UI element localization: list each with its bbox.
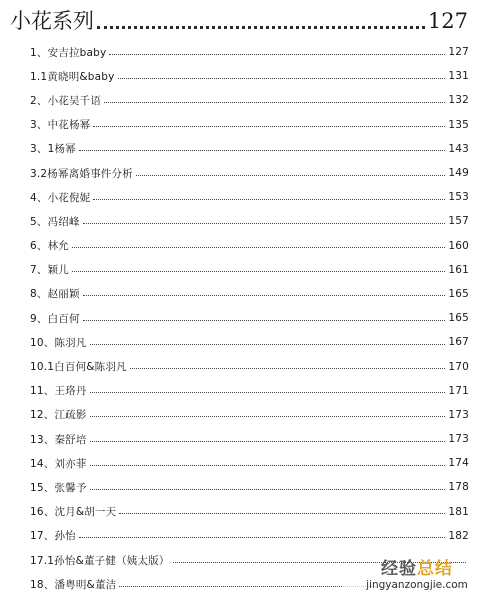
title-leader-dots — [97, 26, 425, 29]
toc-leader-dots — [90, 489, 446, 490]
toc-entry[interactable] — [30, 524, 469, 548]
toc-entry-label: 4、小花倪妮 — [30, 191, 91, 204]
toc-entry-label: 2、小花吴千语 — [30, 94, 102, 107]
toc-entry[interactable] — [30, 451, 469, 475]
toc-entry-page-number: 178 — [448, 481, 469, 494]
toc-entry-page-number: 170 — [448, 360, 469, 373]
toc-entry-page-number: 135 — [448, 118, 469, 131]
toc-entry-label: 5、冯绍峰 — [30, 215, 80, 228]
toc-leader-dots — [90, 465, 446, 466]
toc-leader-dots — [79, 537, 445, 538]
toc-entry[interactable] — [30, 427, 469, 451]
toc-leader-dots — [83, 295, 446, 296]
toc-entry-label: 3、中花杨幂 — [30, 119, 91, 132]
toc-entry[interactable] — [30, 40, 469, 64]
toc-entry[interactable] — [30, 185, 469, 209]
toc-leader-dots — [72, 271, 445, 272]
watermark-text-part2: 总结 — [417, 559, 453, 579]
toc-entry[interactable] — [30, 379, 469, 403]
toc-entry-label: 10、陈羽凡 — [30, 336, 87, 349]
toc-entry-page-number: 165 — [448, 287, 469, 300]
watermark-logo — [342, 559, 492, 592]
toc-entry-page-number: 131 — [448, 70, 469, 83]
toc-entry[interactable] — [30, 354, 469, 378]
toc-entry-label: 3、1杨幂 — [30, 143, 76, 156]
toc-entry[interactable] — [30, 234, 469, 258]
toc-entry-page-number: 127 — [448, 46, 469, 59]
toc-entry-label: 11、王珞丹 — [30, 385, 87, 398]
toc-entry-label: 7、颖儿 — [30, 264, 69, 277]
toc-entry-page-number: 173 — [448, 433, 469, 446]
section-title-row — [10, 4, 468, 34]
toc-entry-label: 12、江疏影 — [30, 409, 87, 422]
toc-leader-dots — [130, 368, 446, 369]
toc-entry[interactable] — [30, 88, 469, 112]
table-of-contents — [30, 40, 469, 596]
toc-entry-label: 18、潘粤明&董洁 — [30, 578, 117, 591]
toc-leader-dots — [90, 416, 446, 417]
toc-entry-label: 17.1孙怡&董子健（姨太版） — [30, 554, 170, 567]
toc-entry-page-number: 132 — [448, 94, 469, 107]
toc-entry-page-number: 171 — [448, 384, 469, 397]
toc-leader-dots — [119, 513, 445, 514]
toc-entry-label: 8、赵丽颖 — [30, 288, 80, 301]
toc-entry[interactable] — [30, 209, 469, 233]
toc-entry[interactable] — [30, 403, 469, 427]
toc-entry[interactable] — [30, 137, 469, 161]
toc-entry-label: 3.2杨幂离婚事件分析 — [30, 167, 133, 180]
toc-entry-label: 13、秦舒培 — [30, 433, 87, 446]
toc-entry-page-number: 165 — [448, 312, 469, 325]
toc-entry-label: 6、林允 — [30, 240, 69, 253]
watermark-text-part1: 经验 — [381, 559, 417, 579]
toc-entry-page-number: 182 — [448, 529, 469, 542]
toc-entry-page-number: 157 — [448, 215, 469, 228]
toc-entry-label: 1.1黄晓明&baby — [30, 70, 115, 83]
section-title-page-number: 127 — [427, 9, 468, 33]
toc-leader-dots — [83, 320, 446, 321]
toc-entry[interactable] — [30, 306, 469, 330]
toc-entry[interactable] — [30, 64, 469, 88]
toc-entry[interactable] — [30, 500, 469, 524]
toc-leader-dots — [90, 441, 446, 442]
toc-entry[interactable] — [30, 282, 469, 306]
toc-leader-dots — [72, 247, 445, 248]
toc-entry-page-number: 181 — [448, 505, 469, 518]
toc-leader-dots — [93, 126, 445, 127]
toc-entry[interactable] — [30, 330, 469, 354]
toc-entry-label: 1、安吉拉baby — [30, 46, 107, 59]
toc-leader-dots — [90, 392, 446, 393]
toc-leader-dots — [118, 78, 446, 79]
toc-leader-dots — [90, 344, 446, 345]
toc-entry[interactable] — [30, 161, 469, 185]
toc-entry-page-number: 143 — [448, 142, 469, 155]
section-title: 小花系列 — [10, 9, 94, 33]
toc-entry[interactable] — [30, 258, 469, 282]
toc-entry-page-number: 167 — [448, 336, 469, 349]
toc-leader-dots — [136, 175, 445, 176]
toc-leader-dots — [109, 54, 445, 55]
toc-entry-page-number: 161 — [448, 263, 469, 276]
toc-leader-dots — [93, 199, 445, 200]
toc-entry-label: 15、张馨予 — [30, 481, 87, 494]
toc-entry[interactable] — [30, 113, 469, 137]
toc-entry-page-number: 173 — [448, 408, 469, 421]
toc-leader-dots — [104, 102, 445, 103]
toc-entry-page-number: 160 — [448, 239, 469, 252]
toc-entry-label: 14、刘亦菲 — [30, 457, 87, 470]
toc-entry-label: 10.1白百何&陈羽凡 — [30, 361, 127, 374]
toc-leader-dots — [79, 150, 445, 151]
toc-entry-page-number: 174 — [448, 457, 469, 470]
watermark-url: jingyanzongjie.com — [342, 579, 492, 592]
toc-entry-label: 9、白百何 — [30, 312, 80, 325]
toc-entry-page-number: 153 — [448, 191, 469, 204]
toc-entry-label: 16、沈月&胡一天 — [30, 506, 117, 519]
toc-entry-label: 17、孙怡 — [30, 530, 76, 543]
toc-entry[interactable] — [30, 475, 469, 499]
toc-leader-dots — [83, 223, 446, 224]
toc-entry-page-number: 149 — [448, 167, 469, 180]
